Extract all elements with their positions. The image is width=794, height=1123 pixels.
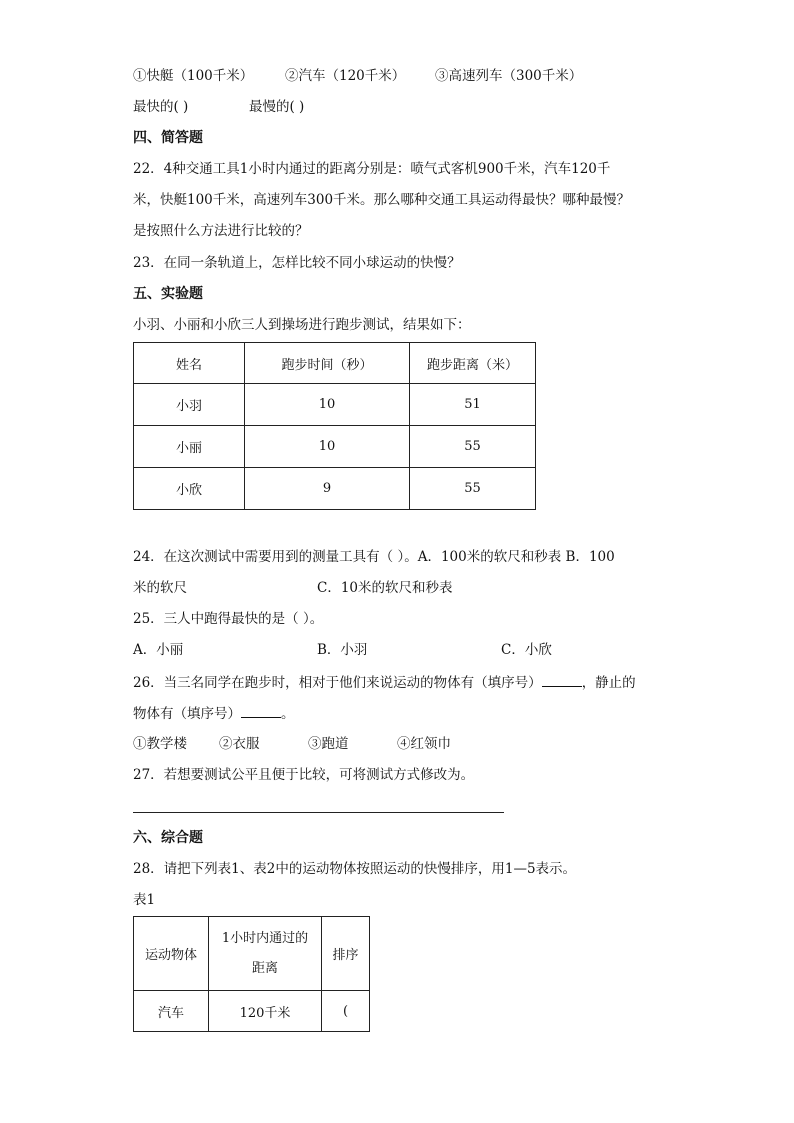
table-header-row [134, 917, 370, 991]
header-distance-line-2: 距离 [251, 960, 278, 976]
table-row [134, 384, 536, 426]
q24-line-2 [133, 578, 453, 598]
cell-name: 小羽 [134, 384, 245, 426]
header-rank: 排序 [322, 917, 370, 991]
intro-5: 小羽、小丽和小欣三人到操场进行跑步测试，结果如下： [133, 317, 471, 333]
q26-option-3: ③跑道 [308, 736, 349, 752]
section-5-title: 五、实验题 [133, 286, 203, 302]
q21-option-1: ①快艇（100千米） [133, 68, 254, 84]
q21-option-3: ③高速列车（300千米） [435, 68, 583, 84]
running-results-table [133, 342, 536, 510]
q26-line-2-text: 物体有（填序号） [133, 706, 241, 722]
cell-time: 10 [245, 384, 410, 426]
q26-option-1: ①教学楼 [133, 736, 187, 752]
q24-option-b-cont: 米的软尺 [133, 580, 187, 596]
table-row [134, 426, 536, 468]
q27-text: 27．若想要测试公平且便于比较，可将测试方式修改为。 [133, 767, 475, 783]
q25-text: 25．三人中跑得最快的是（ ）。 [133, 611, 324, 627]
q21-fastest-blank[interactable]: 最快的( ) [133, 99, 189, 115]
q26-static-blank[interactable] [241, 703, 281, 718]
cell-name: 小欣 [134, 468, 245, 510]
table-row [134, 468, 536, 510]
q21-answers [133, 97, 304, 117]
q26-line-1-text: 26．当三名同学在跑步时，相对于他们来说运动的物体有（填序号） [133, 675, 542, 691]
q25-option-b[interactable]: B．小羽 [317, 642, 368, 658]
q24-option-c: C．10米的软尺和秒表 [317, 580, 453, 596]
q22-line-3: 是按照什么方法进行比较的？ [133, 223, 309, 239]
cell-name: 小丽 [134, 426, 245, 468]
table-header-row [134, 343, 536, 384]
q27-answer-line[interactable] [133, 812, 504, 813]
q26-line-2-tail: 。 [281, 706, 295, 722]
q23-text: 23．在同一条轨道上，怎样比较不同小球运动的快慢？ [133, 255, 461, 271]
q21-slowest-blank[interactable]: 最慢的( ) [249, 99, 305, 115]
q24-line-1: 24．在这次测试中需要用到的测量工具有（ ）。A．100米的软尺和秒表 B．100 [133, 549, 615, 565]
speed-ranking-table [133, 916, 370, 1032]
q26-line-1-tail: ，静止的 [581, 675, 636, 691]
header-name: 姓名 [134, 343, 245, 384]
q26-moving-blank[interactable] [542, 672, 582, 687]
header-time: 跑步时间（秒） [245, 343, 410, 384]
header-distance-line-1: 1小时内通过的 [221, 930, 309, 946]
table-2-caption: 表1 [133, 892, 156, 908]
cell-distance: 55 [410, 468, 536, 510]
cell-distance: 51 [410, 384, 536, 426]
header-distance: 跑步距离（米） [410, 343, 536, 384]
q26-options [133, 734, 451, 754]
cell-distance: 120千米 [209, 991, 322, 1032]
q25-option-a[interactable]: A．小丽 [133, 642, 184, 658]
section-4-title: 四、简答题 [133, 130, 203, 146]
q22-line-2: 米，快艇100千米，高速列车300千米。那么哪种交通工具运动得最快？哪种最慢？ [133, 192, 631, 208]
cell-rank[interactable]: ( [322, 991, 370, 1032]
table-row [134, 991, 370, 1032]
cell-distance: 55 [410, 426, 536, 468]
q25-options [133, 640, 552, 660]
q21-option-2: ②汽车（120千米） [285, 68, 406, 84]
q25-option-c[interactable]: C．小欣 [501, 642, 552, 658]
q26-option-4: ④红领巾 [397, 736, 451, 752]
q26-option-2: ②衣服 [219, 736, 260, 752]
q26-line-1 [133, 672, 636, 693]
q22-line-1: 22．4种交通工具1小时内通过的距离分别是：喷气式客机900千米，汽车120千 [133, 161, 611, 177]
header-object: 运动物体 [134, 917, 209, 991]
cell-object: 汽车 [134, 991, 209, 1032]
cell-time: 9 [245, 468, 410, 510]
header-distance [209, 917, 322, 991]
q26-line-2 [133, 703, 295, 724]
section-6-title: 六、综合题 [133, 830, 203, 846]
q21-options [133, 66, 582, 86]
cell-time: 10 [245, 426, 410, 468]
q28-text: 28．请把下列表1、表2中的运动物体按照运动的快慢排序，用1—5表示。 [133, 861, 577, 877]
